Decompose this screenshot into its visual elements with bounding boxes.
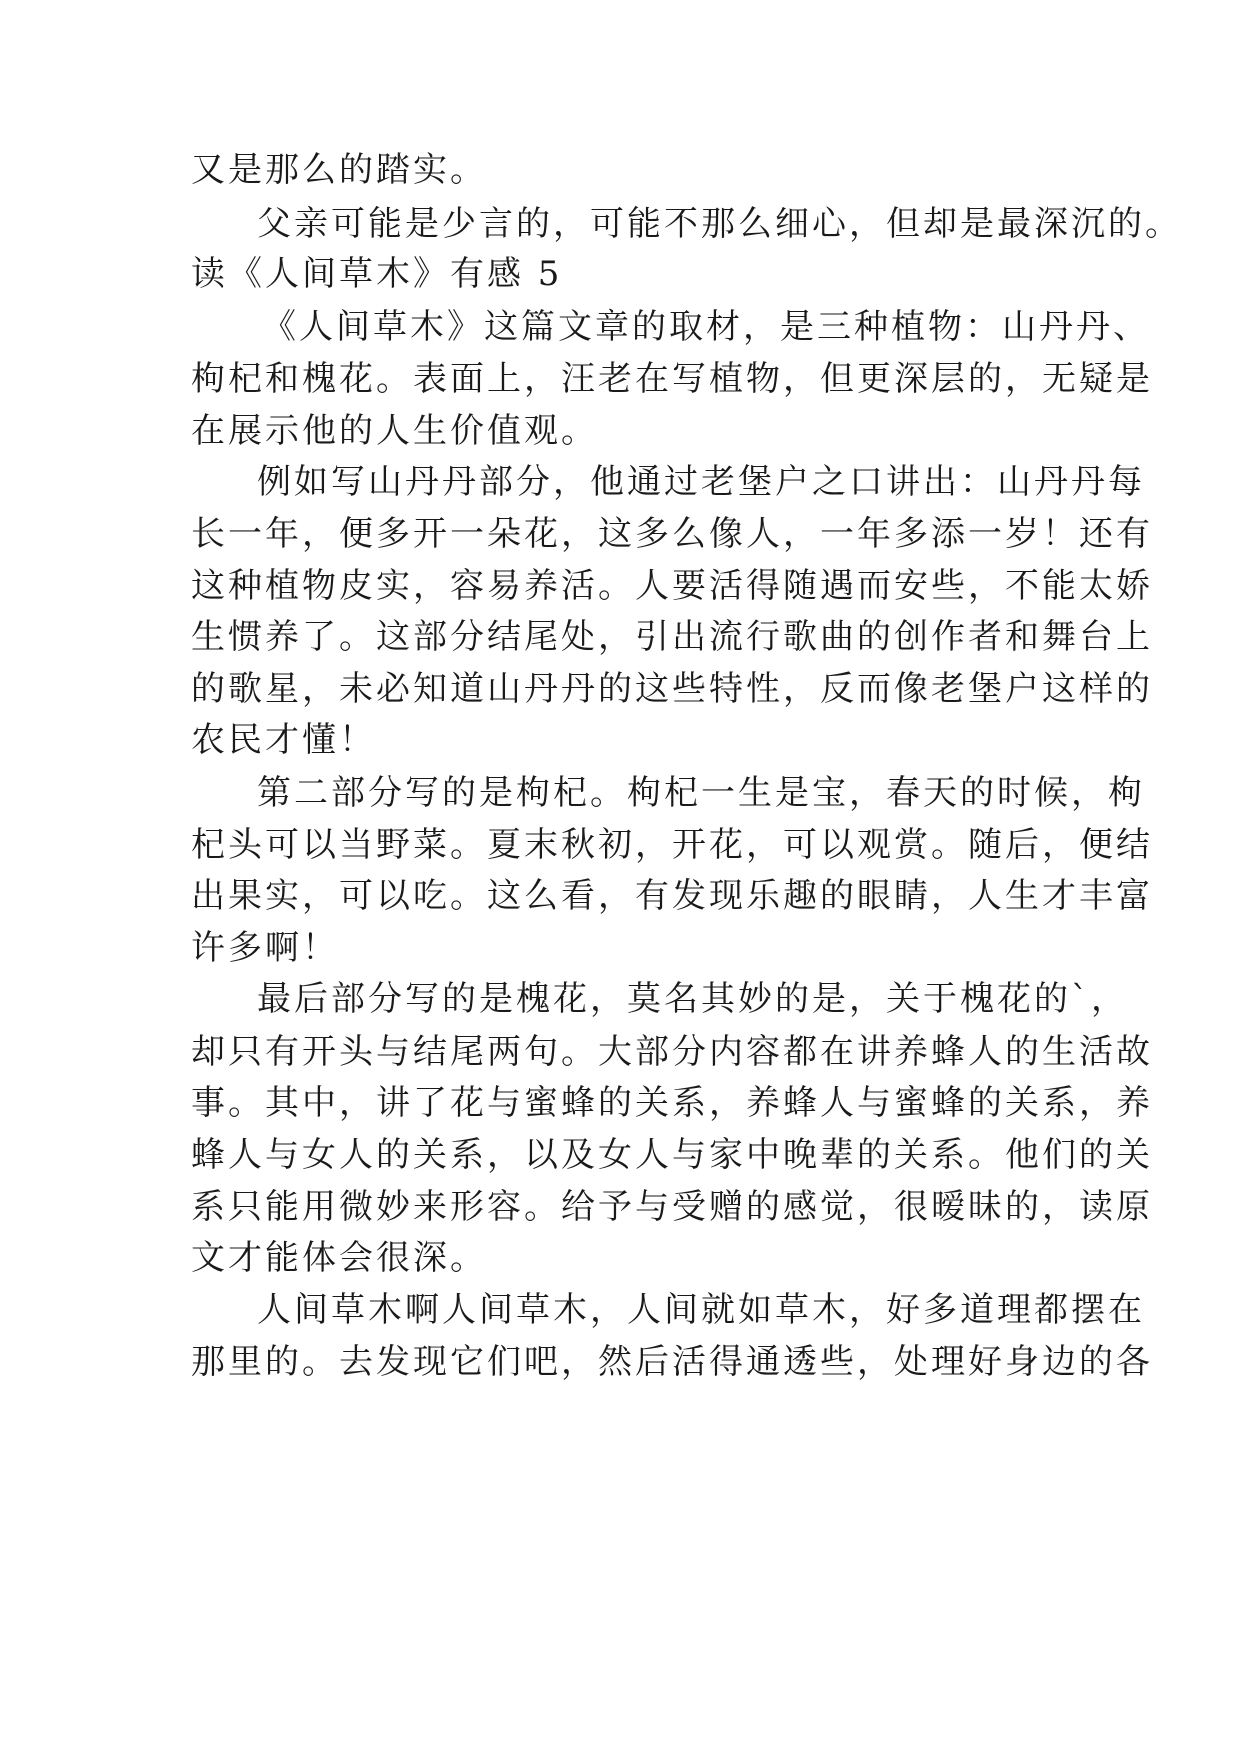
paragraph-start: 《人间草木》这篇文章的取材，是三种植物：山丹丹、	[262, 307, 1150, 347]
text-line: 许多啊！	[191, 928, 339, 968]
text-line: 又是那么的踏实。	[191, 150, 487, 190]
text-line: 在展示他的人生价值观。	[191, 411, 598, 451]
paragraph-start: 人间草木啊人间草木，人间就如草木，好多道理都摆在	[257, 1290, 1145, 1330]
section-title: 读《人间草木》有感 5	[191, 254, 563, 294]
text-line: 这种植物皮实，容易养活。人要活得随遇而安些，不能太娇	[191, 566, 1153, 606]
text-line: 那里的。去发现它们吧，然后活得通透些，处理好身边的各	[191, 1342, 1153, 1382]
text-line: 农民才懂！	[191, 720, 376, 760]
text-line: 长一年，便多开一朵花，这多么像人，一年多添一岁！还有	[191, 514, 1153, 554]
text-line: 系只能用微妙来形容。给予与受赠的感觉，很暧昧的，读原	[191, 1187, 1153, 1227]
paragraph-start: 最后部分写的是槐花，莫名其妙的是，关于槐花的`，	[257, 979, 1128, 1019]
paragraph-start: 第二部分写的是枸杞。枸杞一生是宝，春天的时候，枸	[257, 773, 1145, 813]
paragraph-start: 父亲可能是少言的，可能不那么细心，但却是最深沉的。	[257, 204, 1182, 244]
paragraph-start: 例如写山丹丹部分，他通过老堡户之口讲出：山丹丹每	[257, 462, 1145, 502]
text-line: 杞头可以当野菜。夏末秋初，开花，可以观赏。随后，便结	[191, 825, 1153, 865]
text-line: 文才能体会很深。	[191, 1238, 487, 1278]
text-line: 蜂人与女人的关系，以及女人与家中晚辈的关系。他们的关	[191, 1135, 1153, 1175]
text-line: 生惯养了。这部分结尾处，引出流行歌曲的创作者和舞台上	[191, 617, 1153, 657]
text-line: 枸杞和槐花。表面上，汪老在写植物，但更深层的，无疑是	[191, 359, 1153, 399]
text-line: 却只有开头与结尾两句。大部分内容都在讲养蜂人的生活故	[191, 1032, 1153, 1072]
text-line: 的歌星，未必知道山丹丹的这些特性，反而像老堡户这样的	[191, 669, 1153, 709]
text-line: 出果实，可以吃。这么看，有发现乐趣的眼睛，人生才丰富	[191, 876, 1153, 916]
text-line: 事。其中，讲了花与蜜蜂的关系，养蜂人与蜜蜂的关系，养	[191, 1083, 1153, 1123]
